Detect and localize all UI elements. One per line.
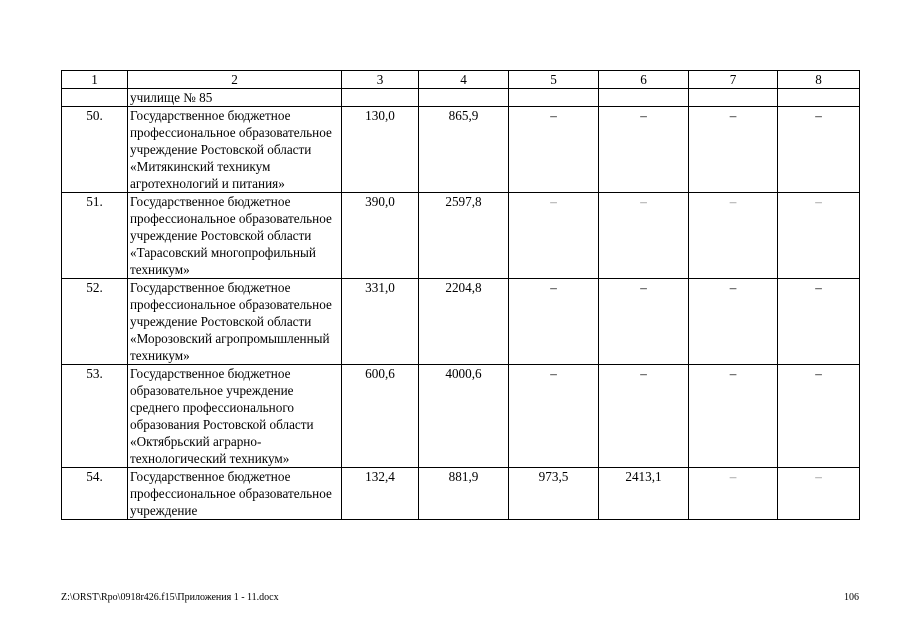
institution-name: Государственное бюджетное образовательное учреждение среднего профессионального образования Ростовской области «Октябрьский аграрно-технологический техникум» bbox=[128, 365, 342, 468]
row-number: 51. bbox=[62, 193, 128, 279]
column-header: 5 bbox=[509, 71, 599, 89]
value-col4: 4000,6 bbox=[419, 365, 509, 468]
table-row bbox=[62, 107, 860, 193]
value-col5: – bbox=[509, 107, 599, 193]
value-col7: – bbox=[689, 107, 778, 193]
value-col7: – bbox=[689, 193, 778, 279]
value-col4: 2597,8 bbox=[419, 193, 509, 279]
value-col8: – bbox=[778, 107, 860, 193]
column-header: 3 bbox=[342, 71, 419, 89]
value-col3: 132,4 bbox=[342, 468, 419, 520]
footer-file-path: Z:\ORST\Rpo\0918r426.f15\Приложения 1 - 11.docx bbox=[61, 592, 279, 603]
row-number bbox=[62, 89, 128, 107]
value-col4: 865,9 bbox=[419, 107, 509, 193]
value-col3: 600,6 bbox=[342, 365, 419, 468]
value-col4: 2204,8 bbox=[419, 279, 509, 365]
institution-name: Государственное бюджетное профессиональное образовательное учреждение bbox=[128, 468, 342, 520]
table-row bbox=[62, 279, 860, 365]
row-number: 52. bbox=[62, 279, 128, 365]
value-col8: – bbox=[778, 193, 860, 279]
value-col6: 2413,1 bbox=[599, 468, 689, 520]
row-number: 54. bbox=[62, 468, 128, 520]
value-col6: – bbox=[599, 107, 689, 193]
row-number: 53. bbox=[62, 365, 128, 468]
value-col3: 331,0 bbox=[342, 279, 419, 365]
value-col7: – bbox=[689, 279, 778, 365]
value-col8: – bbox=[778, 279, 860, 365]
value-col5: – bbox=[509, 193, 599, 279]
table-row-continuation bbox=[62, 89, 860, 107]
institution-name: Государственное бюджетное профессиональное образовательное учреждение Ростовской области «Тарасовский многопрофильный техникум» bbox=[128, 193, 342, 279]
table-row bbox=[62, 468, 860, 520]
column-header: 1 bbox=[62, 71, 128, 89]
value-col6: – bbox=[599, 365, 689, 468]
value-col7: – bbox=[689, 468, 778, 520]
header-row bbox=[62, 71, 860, 89]
value-col8: – bbox=[778, 365, 860, 468]
institution-name: училище № 85 bbox=[128, 89, 342, 107]
value-col7: – bbox=[689, 365, 778, 468]
table-row bbox=[62, 365, 860, 468]
value-col3: 130,0 bbox=[342, 107, 419, 193]
column-header: 8 bbox=[778, 71, 860, 89]
data-table bbox=[61, 70, 860, 520]
value-col6: – bbox=[599, 279, 689, 365]
column-header: 6 bbox=[599, 71, 689, 89]
value-col5: – bbox=[509, 279, 599, 365]
column-header: 2 bbox=[128, 71, 342, 89]
page-number: 106 bbox=[844, 592, 859, 603]
value-col8: – bbox=[778, 468, 860, 520]
column-header: 4 bbox=[419, 71, 509, 89]
column-header: 7 bbox=[689, 71, 778, 89]
table-row bbox=[62, 193, 860, 279]
institution-name: Государственное бюджетное профессиональное образовательное учреждение Ростовской области «Морозовский агропромышленный техникум» bbox=[128, 279, 342, 365]
value-col6: – bbox=[599, 193, 689, 279]
institution-name: Государственное бюджетное профессиональное образовательное учреждение Ростовской области «Митякинский техникум агротехнологий и питания» bbox=[128, 107, 342, 193]
value-col5: – bbox=[509, 365, 599, 468]
value-col5: 973,5 bbox=[509, 468, 599, 520]
value-col3: 390,0 bbox=[342, 193, 419, 279]
row-number: 50. bbox=[62, 107, 128, 193]
value-col4: 881,9 bbox=[419, 468, 509, 520]
